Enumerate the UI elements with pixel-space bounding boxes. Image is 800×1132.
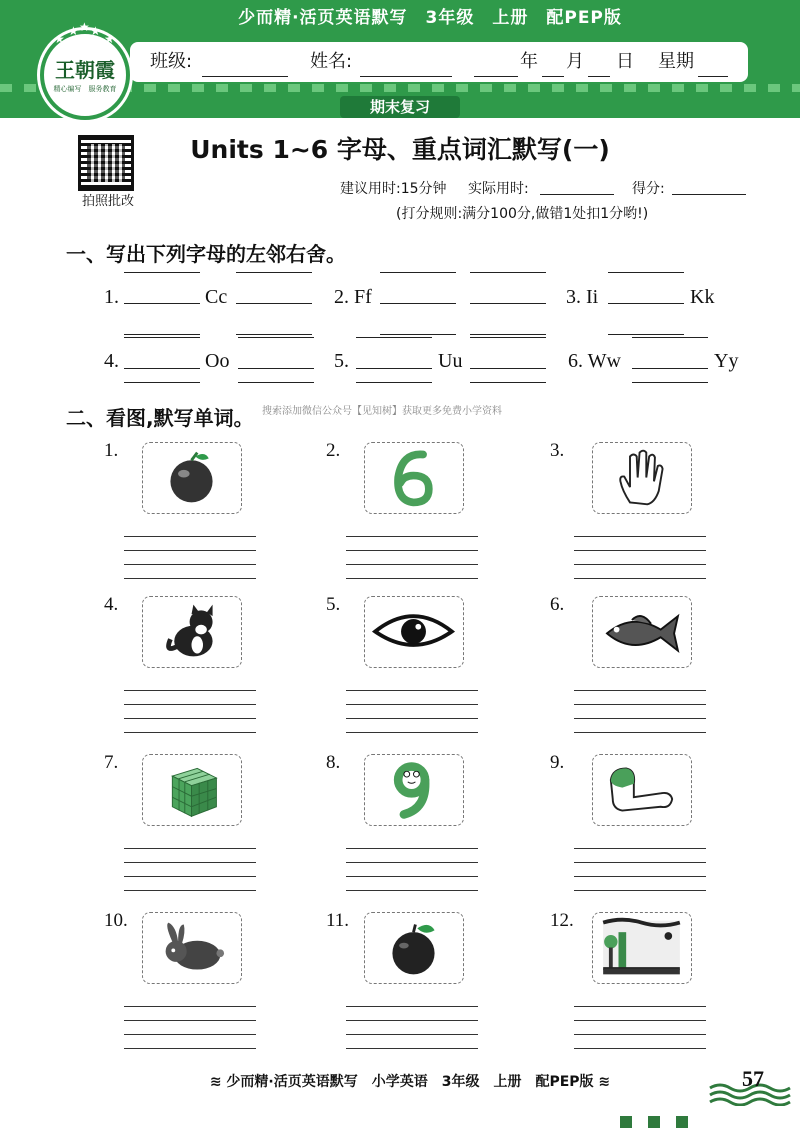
- writing-line[interactable]: [574, 890, 706, 891]
- section-heading: 一、写出下列字母的左邻右舍。: [66, 242, 346, 266]
- footer-text: ≋ 少而精·活页英语默写 小学英语 3年级 上册 配PEP版 ≋: [209, 1074, 611, 1090]
- item-number: 3. Ii: [566, 286, 599, 308]
- item-number: 3.: [550, 440, 565, 461]
- item-number: 4.: [104, 594, 119, 615]
- suggested-time: 建议用时:15分钟: [340, 181, 447, 197]
- writing-line[interactable]: [124, 890, 256, 891]
- score-field[interactable]: [672, 194, 746, 195]
- writing-line[interactable]: [124, 690, 256, 691]
- picture-frame: [364, 596, 464, 668]
- park-icon: [593, 913, 690, 982]
- writing-line[interactable]: [346, 536, 478, 537]
- writing-line[interactable]: [124, 876, 256, 877]
- writing-line[interactable]: [124, 1034, 256, 1035]
- year-field[interactable]: [474, 54, 518, 77]
- writing-line[interactable]: [574, 1006, 706, 1007]
- actual-time-label: 实际用时:: [468, 181, 529, 197]
- writing-line[interactable]: [124, 848, 256, 849]
- student-info-box: [130, 42, 748, 82]
- writing-line[interactable]: [574, 718, 706, 719]
- writing-line[interactable]: [346, 732, 478, 733]
- star-icon: ★: [79, 20, 90, 34]
- writing-line[interactable]: [124, 732, 256, 733]
- score-label: 得分:: [632, 181, 665, 197]
- blank-line[interactable]: [124, 337, 200, 338]
- writing-line[interactable]: [346, 1034, 478, 1035]
- blank-line[interactable]: [238, 337, 314, 338]
- writing-line[interactable]: [346, 848, 478, 849]
- writing-line[interactable]: [574, 1020, 706, 1021]
- letter-text: Yy: [714, 350, 739, 372]
- writing-line[interactable]: [574, 704, 706, 705]
- writing-line[interactable]: [574, 862, 706, 863]
- item-number: 5.: [326, 594, 341, 615]
- logo-text: 王朝霞: [55, 58, 115, 82]
- blank-line[interactable]: [124, 334, 200, 335]
- item-number: 1.: [104, 286, 119, 308]
- item-number: 1.: [104, 440, 119, 461]
- item-number: 6.: [550, 594, 565, 615]
- item-number: 2.: [326, 440, 341, 461]
- letter-text: Cc: [205, 286, 228, 308]
- day-label: 日: [616, 51, 634, 72]
- eye-icon: [365, 597, 462, 666]
- qr-label: 拍照批改: [81, 194, 134, 209]
- writing-line[interactable]: [346, 862, 478, 863]
- blank-line[interactable]: [380, 272, 456, 273]
- blank-line[interactable]: [236, 272, 312, 273]
- number-nine-icon: [365, 755, 462, 824]
- writing-line[interactable]: [574, 1034, 706, 1035]
- blank-line[interactable]: [470, 334, 546, 335]
- picture-frame: [142, 442, 242, 514]
- blank-line[interactable]: [380, 334, 456, 335]
- item-number: 9.: [550, 752, 565, 773]
- picture-frame: [592, 596, 692, 668]
- blank-line[interactable]: [236, 303, 312, 304]
- blank-line[interactable]: [356, 368, 432, 369]
- item-number: 12.: [550, 910, 574, 931]
- writing-line[interactable]: [346, 1048, 478, 1049]
- picture-frame: [142, 596, 242, 668]
- actual-time-field[interactable]: [540, 194, 614, 195]
- blank-line[interactable]: [238, 368, 314, 369]
- footer-square: [676, 1116, 688, 1128]
- series-title: 少而精·活页英语默写 3年级 上册 配PEP版: [238, 8, 622, 28]
- blank-line[interactable]: [632, 382, 708, 383]
- qr-code-icon[interactable]: [78, 135, 134, 191]
- publisher-logo: [40, 20, 130, 120]
- writing-line[interactable]: [124, 536, 256, 537]
- month-label: 月: [566, 51, 584, 72]
- picture-frame: [592, 442, 692, 514]
- review-tag: 期末复习: [340, 96, 460, 118]
- picture-frame: [142, 754, 242, 826]
- item-number: 6. Ww: [568, 350, 621, 372]
- star-icon: ★: [104, 32, 115, 46]
- apple-icon: [365, 913, 462, 982]
- item-number: 2. Ff: [334, 286, 372, 308]
- class-field[interactable]: [202, 54, 288, 77]
- qr-pattern: [87, 144, 125, 182]
- writing-line[interactable]: [346, 564, 478, 565]
- name-field[interactable]: [360, 54, 452, 77]
- writing-line[interactable]: [124, 1048, 256, 1049]
- name-label: 姓名:: [310, 51, 353, 72]
- star-icon: ★: [54, 32, 65, 46]
- writing-line[interactable]: [346, 690, 478, 691]
- writing-line[interactable]: [346, 876, 478, 877]
- blank-line[interactable]: [608, 303, 684, 304]
- writing-line[interactable]: [346, 1020, 478, 1021]
- watermark-text: 搜索添加微信公众号【见知树】获取更多免费小学资料: [262, 406, 502, 417]
- week-label: 星期: [658, 51, 694, 72]
- picture-frame: [592, 912, 692, 984]
- letter-text: Uu: [438, 350, 463, 372]
- arm-icon: [593, 755, 690, 824]
- item-number: 7.: [104, 752, 119, 773]
- writing-line[interactable]: [574, 876, 706, 877]
- orange-icon: [143, 443, 240, 512]
- writing-line[interactable]: [124, 704, 256, 705]
- star-icon: ★: [90, 24, 101, 38]
- footer-square: [620, 1116, 632, 1128]
- item-number: 11.: [326, 910, 350, 931]
- writing-line[interactable]: [574, 690, 706, 691]
- item-number: 5.: [334, 350, 349, 372]
- writing-line[interactable]: [124, 550, 256, 551]
- writing-line[interactable]: [346, 704, 478, 705]
- writing-line[interactable]: [574, 536, 706, 537]
- blank-line[interactable]: [124, 368, 200, 369]
- blank-line[interactable]: [470, 368, 546, 369]
- blank-line[interactable]: [608, 334, 684, 335]
- blank-line[interactable]: [356, 382, 432, 383]
- blank-line[interactable]: [236, 334, 312, 335]
- hand-icon: [593, 443, 690, 512]
- page-title: Units 1~6 字母、重点词汇默写(一): [190, 135, 610, 164]
- week-field[interactable]: [698, 54, 728, 77]
- blank-line[interactable]: [124, 303, 200, 304]
- item-number: 10.: [104, 910, 128, 931]
- cube-icon: [143, 755, 240, 824]
- writing-line[interactable]: [574, 1048, 706, 1049]
- blank-line[interactable]: [470, 272, 546, 273]
- writing-line[interactable]: [124, 1006, 256, 1007]
- picture-frame: [364, 912, 464, 984]
- section-heading: 二、看图,默写单词。: [66, 406, 254, 430]
- writing-line[interactable]: [124, 862, 256, 863]
- picture-frame: [364, 754, 464, 826]
- year-label: 年: [520, 51, 538, 72]
- writing-line[interactable]: [346, 890, 478, 891]
- writing-line[interactable]: [124, 718, 256, 719]
- blank-line[interactable]: [124, 382, 200, 383]
- picture-frame: [142, 912, 242, 984]
- item-number: 8.: [326, 752, 341, 773]
- rabbit-icon: [143, 913, 240, 982]
- writing-line[interactable]: [124, 564, 256, 565]
- writing-line[interactable]: [574, 564, 706, 565]
- fish-icon: [593, 597, 690, 666]
- class-label: 班级:: [150, 51, 193, 72]
- letter-text: Oo: [205, 350, 230, 372]
- blank-line[interactable]: [470, 382, 546, 383]
- blank-line[interactable]: [470, 303, 546, 304]
- footer-square: [648, 1116, 660, 1128]
- page-number: 57: [742, 1066, 764, 1091]
- blank-line[interactable]: [380, 303, 456, 304]
- writing-line[interactable]: [346, 578, 478, 579]
- star-icon: ★: [68, 24, 79, 38]
- blank-line[interactable]: [238, 382, 314, 383]
- blank-line[interactable]: [632, 368, 708, 369]
- blank-line[interactable]: [632, 337, 708, 338]
- blank-line[interactable]: [356, 337, 432, 338]
- day-field[interactable]: [588, 54, 610, 77]
- writing-line[interactable]: [346, 1006, 478, 1007]
- scoring-rule: (打分规则:满分100分,做错1处扣1分哟!): [396, 206, 649, 222]
- writing-line[interactable]: [124, 1020, 256, 1021]
- writing-line[interactable]: [574, 732, 706, 733]
- writing-line[interactable]: [346, 550, 478, 551]
- picture-frame: [592, 754, 692, 826]
- logo-subtitle: 精心编写 服务教育: [53, 85, 117, 93]
- item-number: 4.: [104, 350, 119, 372]
- cat-icon: [143, 597, 240, 666]
- month-field[interactable]: [542, 54, 564, 77]
- picture-frame: [364, 442, 464, 514]
- blank-line[interactable]: [124, 272, 200, 273]
- number-six-icon: [365, 443, 462, 512]
- writing-line[interactable]: [574, 578, 706, 579]
- blank-line[interactable]: [608, 272, 684, 273]
- writing-line[interactable]: [574, 848, 706, 849]
- writing-line[interactable]: [574, 550, 706, 551]
- writing-line[interactable]: [124, 578, 256, 579]
- letter-text: Kk: [690, 286, 715, 308]
- writing-line[interactable]: [346, 718, 478, 719]
- blank-line[interactable]: [470, 337, 546, 338]
